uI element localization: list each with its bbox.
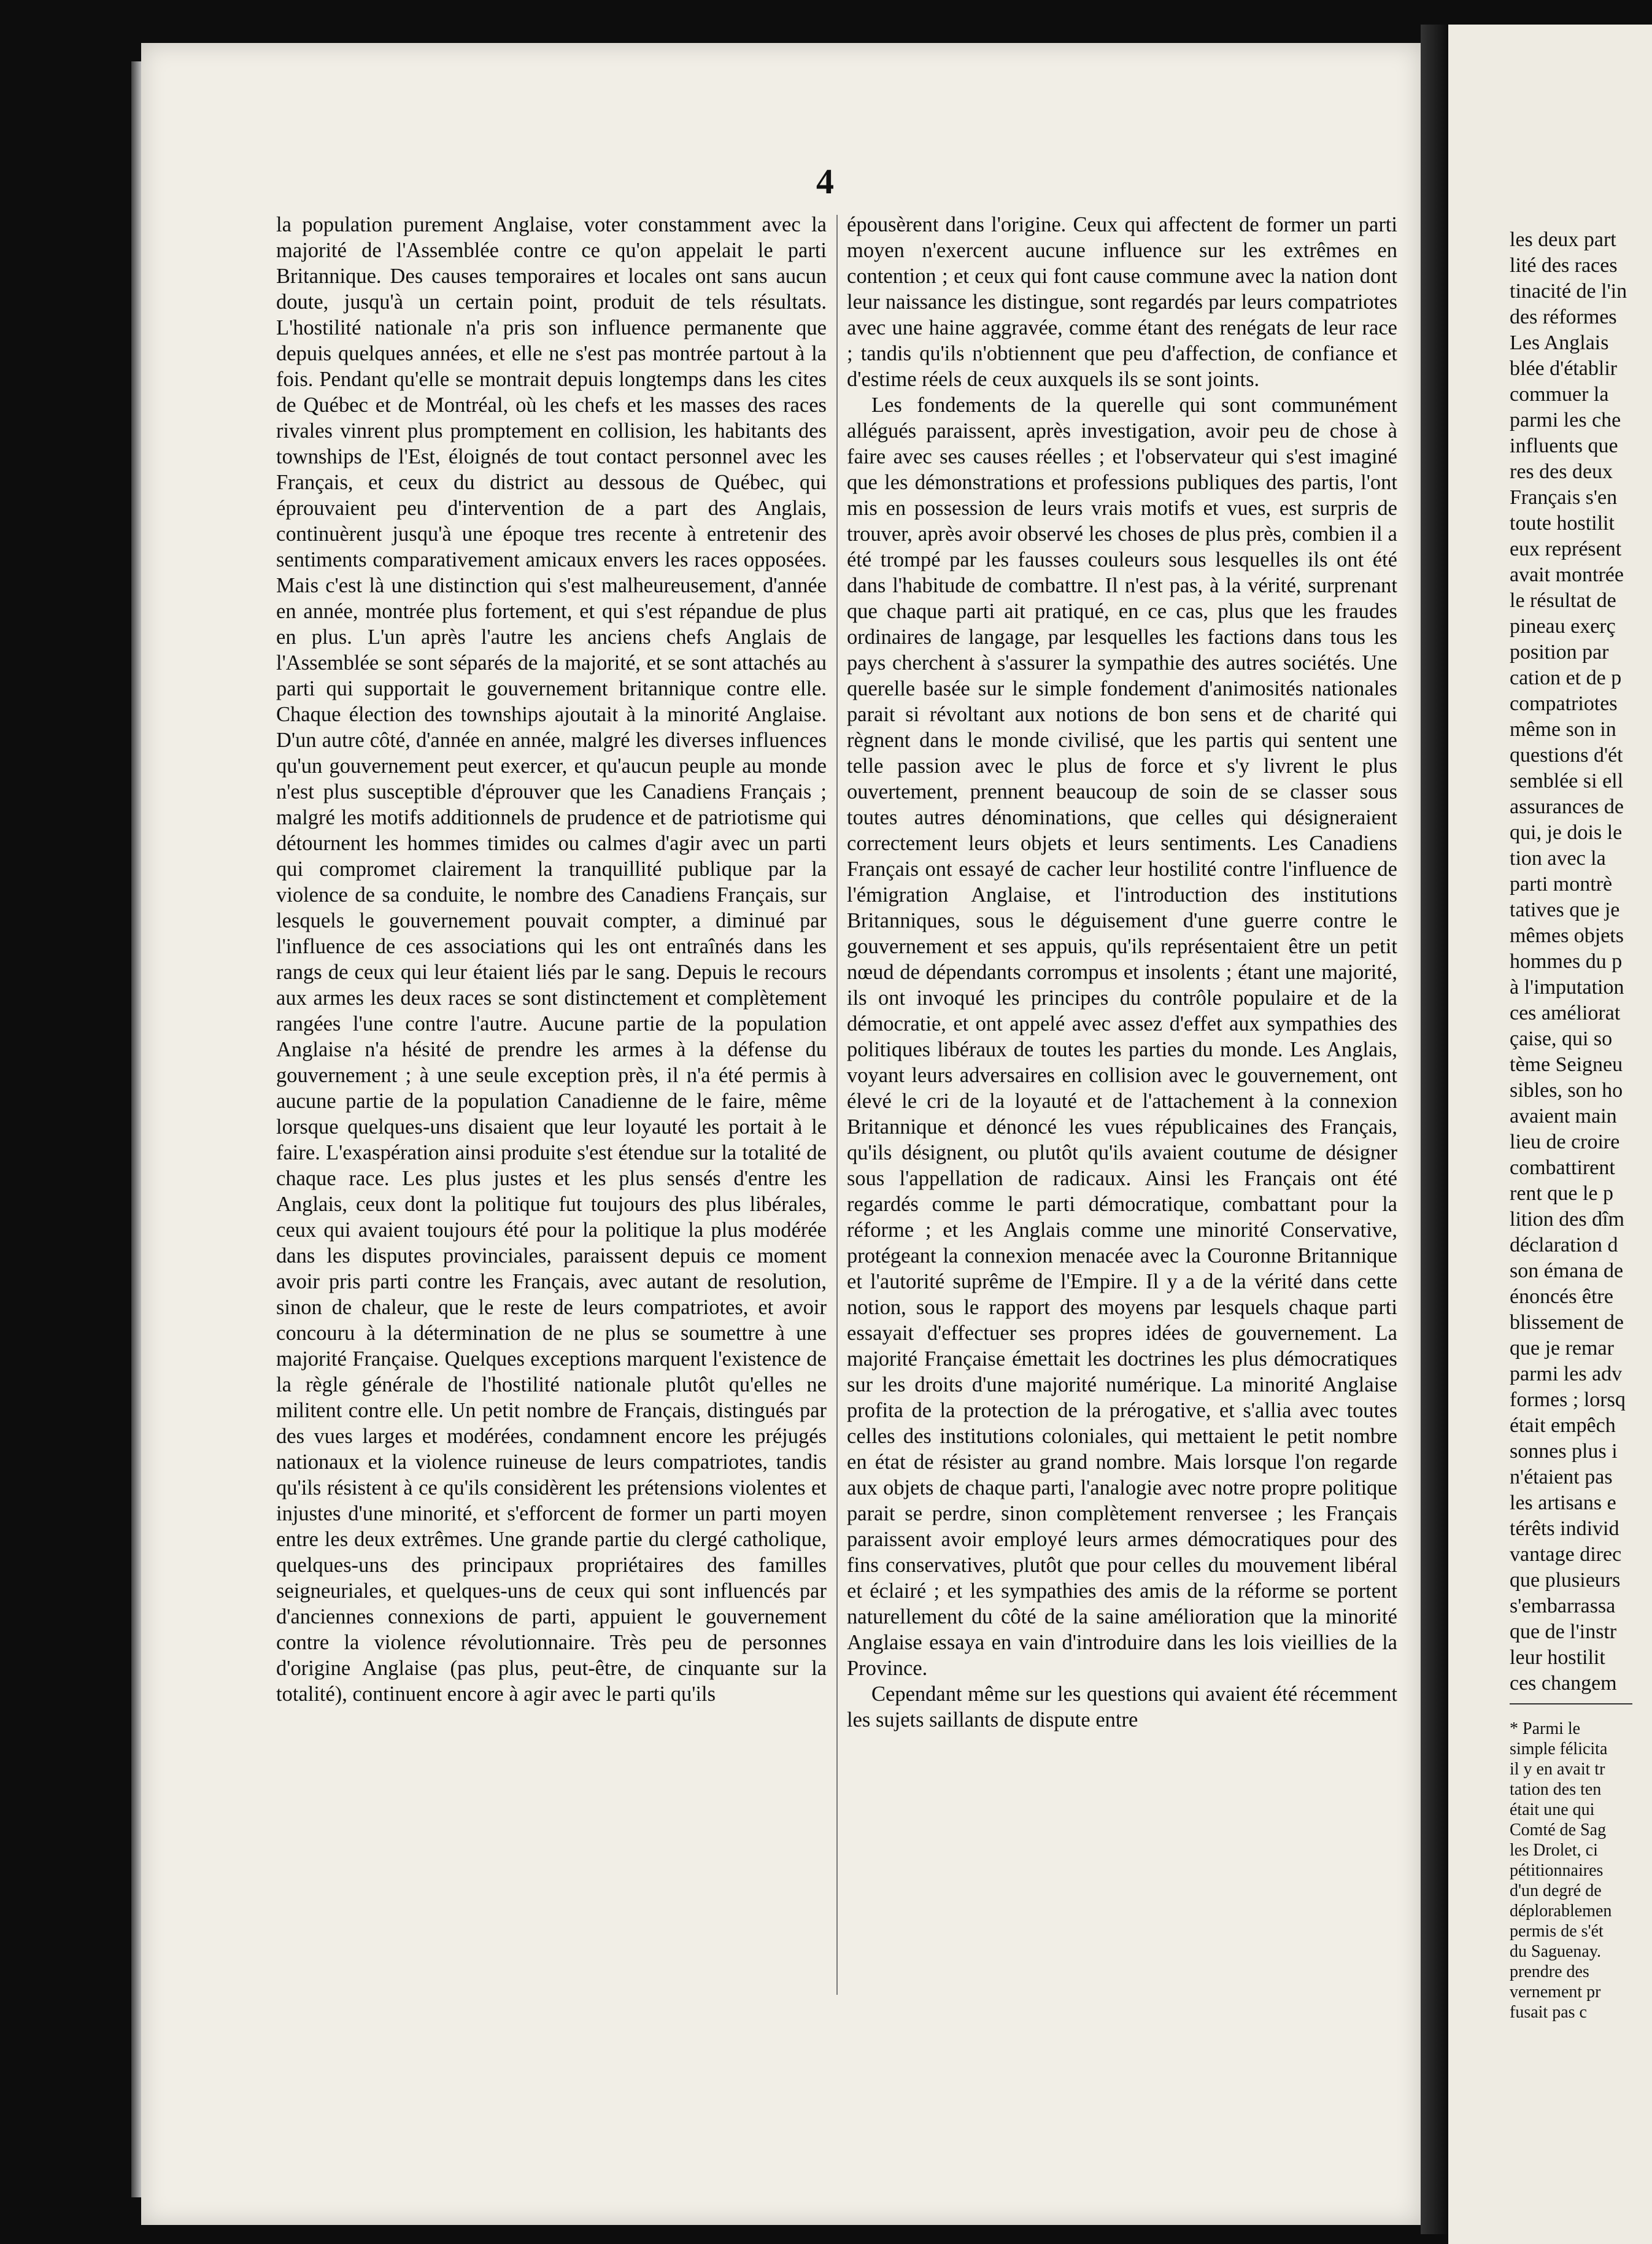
left-text-column [276, 212, 827, 2041]
adjacent-page-line: parmi les che [1510, 409, 1621, 431]
adjacent-page-line: que plusieurs [1510, 1569, 1621, 1592]
adjacent-footnote-line: * Parmi le [1510, 1719, 1581, 1738]
adjacent-page-line: res des deux [1510, 460, 1613, 483]
page-number: 4 [816, 161, 834, 201]
adjacent-page-line: semblée si ell [1510, 770, 1624, 792]
adjacent-page-line: parti montrè [1510, 873, 1613, 896]
adjacent-footnote-line: fusait pas c [1510, 2003, 1587, 2022]
adjacent-footnote-line: d'un degré de [1510, 1881, 1602, 1900]
adjacent-page-line: leur hostilit [1510, 1646, 1605, 1669]
adjacent-page-line: hommes du p [1510, 950, 1623, 973]
adjacent-page-line: vantage direc [1510, 1543, 1622, 1566]
adjacent-page-line: tème Seigneu [1510, 1053, 1623, 1076]
adjacent-page-line: Français s'en [1510, 486, 1618, 509]
footnote-rule [1510, 1703, 1632, 1704]
adjacent-page-line: position par [1510, 641, 1609, 664]
adjacent-page-footnote [1510, 1719, 1652, 2022]
adjacent-page-line: n'étaient pas [1510, 1466, 1613, 1488]
adjacent-page-line: influents que [1510, 435, 1618, 457]
adjacent-page-line: formes ; lorsq [1510, 1388, 1626, 1411]
adjacent-page-line: son émana de [1510, 1259, 1624, 1282]
adjacent-page-line: blissement de [1510, 1311, 1624, 1334]
adjacent-page-line: qui, je dois le [1510, 821, 1623, 844]
adjacent-page-line: pineau exerç [1510, 615, 1616, 638]
adjacent-footnote-line: il y en avait tr [1510, 1760, 1605, 1779]
adjacent-page-line: tion avec la [1510, 847, 1606, 870]
adjacent-footnote-line: simple félicita [1510, 1739, 1608, 1758]
adjacent-page-line: que de l'instr [1510, 1620, 1617, 1643]
adjacent-page-line: commuer la [1510, 383, 1609, 406]
adjacent-footnote-line: pétitionnaires [1510, 1861, 1604, 1880]
adjacent-page-line: déclaration d [1510, 1234, 1618, 1256]
adjacent-page-line: même son in [1510, 718, 1616, 741]
adjacent-page-line: parmi les adv [1510, 1363, 1623, 1385]
adjacent-page-line: térêts individ [1510, 1517, 1619, 1540]
adjacent-page-line: tinacité de l'in [1510, 280, 1627, 303]
adjacent-page-line: à l'imputation [1510, 976, 1624, 999]
paragraph: Les fondements de la querelle qui sont communément allégués paraissent, après investigation, avoir peu de chose à faire avec ses causes réelles ; et l'observateur qui s'est imaginé que les démonstrations et professions publiques des partis, l'ont mis en possession de leurs vrais motifs et vues, est surpris de trouver, après avoir observé les choses de plus près, combien il a été trompé par les fausses couleurs sous lesquelles ils ont été dans l'habitude de combattre. Il n'est pas, à la vérité, surprenant que chaque parti ait pratiqué, en ce cas, plus que les fraudes ordinaires de langage, par lesquelles les factions dans tous les pays cherchent à s'assurer la sympathie des autres sociétés. Une querelle basée sur le simple fondement d'animosités nationales parait si révoltant aux notions de bon sens et de charité qui règnent dans le monde civilisé, que les partis qui sentent une telle passion avec le plus de force et s'y livrent le plus ouvertement, prennent beaucoup de soin de se classer sous toutes autres dénominations, que celles qui désigneraient correctement leurs objets et leurs sentiments. Les Canadiens Français ont essayé de cacher leur hostilité contre l'influence de l'émigration Anglaise, et l'introduction des institutions Britanniques, sous le déguisement d'une guerre contre le gouvernement et ses appuis, qu'ils représentaient être un petit nœud de dépendants corrompus et insolents ; étant une majorité, ils ont invoqué les principes du contrôle populaire et de la démocratie, et ont appelé avec assez d'effet aux sympathies des politiques libéraux de toutes les parties du monde. Les Anglais, voyant leurs adversaires en collision avec le gouvernement, ont élevé le cri de la loyauté et de l'attachement à la connexion Britannique et dénoncé les vues républicaines des Français, qu'ils désignent, ou plutôt qu'ils avaient coutume de désigner sous l'appellation de radicaux. Ainsi les Français ont été regardés comme le parti démocratique, combattant pour la réforme ; et les Anglais comme une minorité Conservative, protégeant la connexion menacée avec la Couronne Britannique et l'autorité suprême de l'Empire. Il y a de la vérité dans cette notion, sous le rapport des moyens par lesquels chaque parti essayait d'effectuer ses propres idées de gouvernement. La majorité Française émettait les doctrines les plus démocratiques sur les droits d'une majorité numérique. La minorité Anglaise profita de la protection de la prérogative, et s'allia avec toutes celles des institutions coloniales, qui mettaient le petit nombre en état de résister au grand nombre. Mais lorsque l'on regarde aux objets de chaque parti, l'analogie avec notre propre politique parait se perdre, sinon complètement renversee ; les Français paraissent avoir employé leurs armes démocratiques pour des fins conservatives, plutôt que pour celles du mouvement libéral et éclairé ; et les sympathies des amis de la réforme se portent naturellement du côté de la saine amélioration que la minorité Anglaise essaya en vain d'introduire dans les lois vieillies de la Province. [847, 393, 1397, 1680]
adjacent-footnote-line: était une qui [1510, 1800, 1595, 1819]
adjacent-page-line: sibles, son ho [1510, 1079, 1623, 1102]
adjacent-page-line: tatives que je [1510, 899, 1620, 921]
adjacent-footnote-line: tation des ten [1510, 1780, 1602, 1799]
adjacent-footnote-line: vernement pr [1510, 1983, 1601, 2002]
adjacent-page-line: çaise, qui so [1510, 1027, 1613, 1050]
adjacent-page-line: lition des dîm [1510, 1208, 1624, 1231]
adjacent-page-line: les artisans e [1510, 1491, 1616, 1514]
adjacent-page-line: avait montrée [1510, 563, 1624, 586]
page-fold-shadow [1421, 25, 1448, 2234]
adjacent-page-line: le résultat de [1510, 589, 1616, 612]
adjacent-page-line: ces améliorat [1510, 1002, 1621, 1024]
adjacent-footnote-line: déplorablemen [1510, 1902, 1612, 1921]
adjacent-page-line: des réformes [1510, 306, 1617, 328]
adjacent-page-line: mêmes objets [1510, 924, 1624, 947]
paragraph: la population purement Anglaise, voter constamment avec la majorité de l'Assemblée contre ce qu'on appelait le parti Britannique. Des causes temporaires et locales ont sans aucun doute, jusqu'à un certain point, produit de tels résultats. L'hostilité nationale n'a pris son influence permanente que depuis quelques années, et elle ne s'est pas montrée partout à la fois. Pendant qu'elle se montrait depuis longtemps dans les cites de Québec et de Montréal, où les chefs et les masses des races rivales vinrent plus promptement en collision, les habitants des townships de l'Est, éloignés de tout contact personnel avec les Français, et ceux du district au dessous de Québec, qui éprouvaient peu d'intervention de a part des Anglais, continuèrent jusqu'à une époque tres recente à entretenir des sentiments comparativement amicaux envers les races opposées. Mais c'est là une distinction qui s'est malheureusement, d'année en année, montrée plus fortement, et qui s'est répandue de plus en plus. L'un après l'autre les anciens chefs Anglais de l'Assemblée se sont séparés de la majorité, et se sont attachés au parti qui supportait le gouvernement britannique contre elle. Chaque élection des townships ajoutait à la minorité Anglaise. D'un autre côté, d'année en année, malgré les diverses influences qu'un gouvernement peut exercer, et qu'aucun peuple au monde n'est plus susceptible d'éprouver que les Canadiens Français ; malgré les motifs additionnels de prudence et de patriotisme qui détournent les hommes timides ou calmes d'agir avec un parti qui compromet clairement la tranquillité publique par la violence de sa conduite, le nombre des Canadiens Français, sur lesquels le gouvernement pouvait compter, a diminué par l'influence de ces associations qui les ont entraînés dans les rangs de ceux qui leur étaient liés par le sang. Depuis le recours aux armes les deux races se sont distinctement et complètement rangées l'une contre l'autre. Aucune partie de la population Anglaise n'a hésité de prendre les armes à la défense du gouvernement ; à une seule exception près, il n'a été permis à aucune partie de la population Canadienne de le faire, même lorsque quelques-uns disaient que leur loyauté les portait à le faire. L'exaspération ainsi produite s'est étendue sur la totalité de chaque race. Les plus justes et les plus sensés d'entre les Anglais, ceux dont la politique fut toujours des plus libérales, ceux qui avaient toujours été pour la politique la plus modérée dans les disputes provinciales, paraissent depuis ce moment avoir pris parti contre les Français, avec autant de resolution, sinon de chaleur, que le reste de leurs compatriotes, et avoir concouru à la détermination de ne plus se soumettre à une majorité Française. Quelques exceptions marquent l'existence de la règle générale de l'hostilité nationale plutôt qu'elles ne militent contre elle. Un petit nombre de Français, distingués par des vues larges et modérées, condamnent encore les préjugés nationaux et la violence ruineuse de leurs compatriotes, tandis qu'ils résistent à ce qu'ils considèrent les prétensions violentes et injustes d'une minorité, et s'efforcent de former un parti moyen entre les deux extrêmes. Une grande partie du clergé catholique, quelques-uns des principaux propriétaires des familles seigneuriales, et quelques-uns de ceux qui sont influencés par d'anciennes connexions de parti, appuient le gouvernement contre la violence révolutionnaire. Très peu de personnes d'origine Anglaise (pas plus, peut-être, de cinquante sur la totalité), continuent encore à agir avec le parti qu'ils [276, 213, 827, 1706]
adjacent-footnote-line: Comté de Sag [1510, 1820, 1607, 1840]
adjacent-page-line: les deux part [1510, 228, 1616, 251]
adjacent-page-line: avaient main [1510, 1105, 1617, 1128]
adjacent-page-line: blée d'établir [1510, 357, 1618, 380]
adjacent-footnote-line: permis de s'ét [1510, 1922, 1604, 1941]
adjacent-page-line: était empêch [1510, 1414, 1616, 1437]
right-text-column [847, 212, 1397, 2041]
adjacent-page-text [1510, 227, 1652, 1697]
adjacent-page-line: combattirent [1510, 1156, 1615, 1179]
adjacent-page-line: que je remar [1510, 1337, 1614, 1360]
adjacent-page-line: rent que le p [1510, 1182, 1613, 1205]
paragraph: épousèrent dans l'origine. Ceux qui affectent de former un parti moyen n'exercent aucune influence sur les extrêmes en contention ; et ceux qui font cause commune avec la nation dont leur naissance les distingue, sont regardés par leurs compatriotes avec une haine aggravée, comme étant des renégats de leur race ; tandis qu'ils n'obtiennent que peu d'affection, de confiance et d'estime réels de ceux auxquels ils se sont joints. [847, 213, 1397, 391]
adjacent-footnote-line: les Drolet, ci [1510, 1841, 1598, 1860]
adjacent-page-fragment [1448, 25, 1652, 2244]
paragraph: Cependant même sur les questions qui avaient été récemment les sujets saillants de dispute entre [847, 1682, 1397, 1731]
adjacent-page-line: lité des races [1510, 254, 1618, 277]
adjacent-page-line: énoncés être [1510, 1285, 1613, 1308]
adjacent-page-line: sonnes plus i [1510, 1440, 1618, 1463]
adjacent-page-line: Les Anglais [1510, 331, 1609, 354]
adjacent-page-line: ces changem [1510, 1672, 1617, 1695]
adjacent-page-line: compatriotes [1510, 692, 1618, 715]
adjacent-page-line: assurances de [1510, 795, 1624, 818]
adjacent-page-line: lieu de croire [1510, 1131, 1620, 1153]
adjacent-footnote-line: prendre des [1510, 1962, 1589, 1981]
adjacent-page-line: questions d'ét [1510, 744, 1623, 767]
adjacent-page-line: s'embarrassa [1510, 1595, 1616, 1617]
adjacent-page-line: cation et de p [1510, 667, 1622, 689]
adjacent-page-line: eux représent [1510, 538, 1622, 560]
adjacent-page-line: toute hostilit [1510, 512, 1615, 535]
adjacent-footnote-line: du Saguenay. [1510, 1942, 1602, 1961]
column-divider [836, 215, 838, 1995]
